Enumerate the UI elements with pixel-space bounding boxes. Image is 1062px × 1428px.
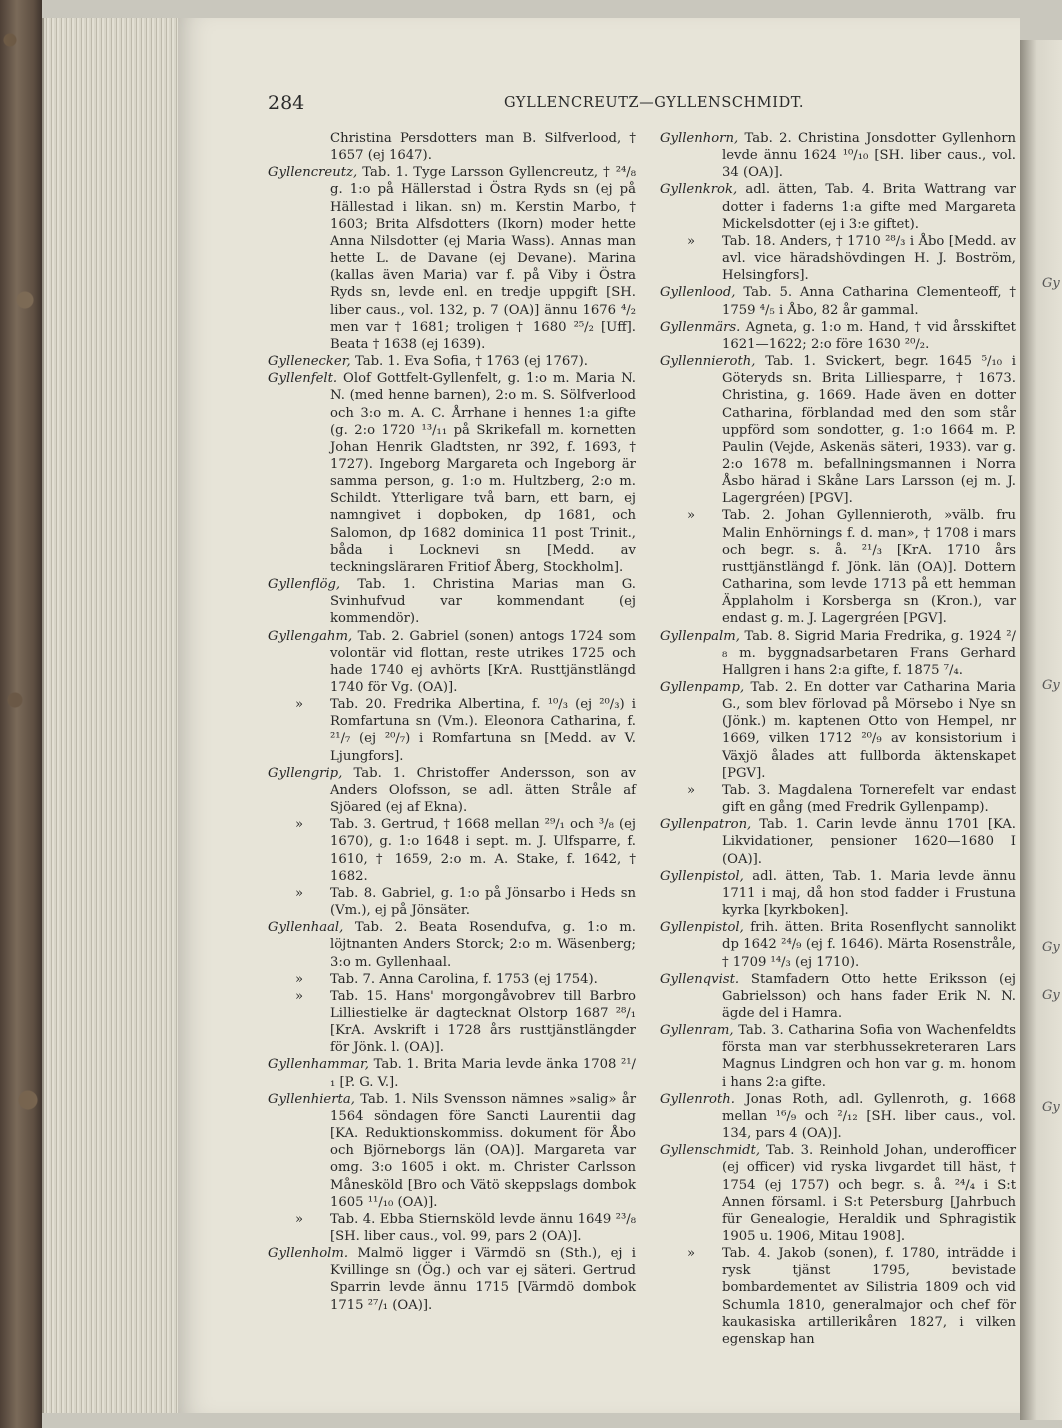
entry-text: Stamfadern Otto hette Eriksson (ej Gabrielsson) och hans fader Erik N. N. ägde del i Hamra. xyxy=(722,971,1016,1021)
family-entry xyxy=(268,919,636,970)
family-name: Gyllenram, xyxy=(660,1023,734,1039)
entry-text: Tab. 2. Christina Jonsdotter Gyllenhorn levde ännu 1624 ¹⁰/₁₀ [SH. liber caus., vol. 34 (OA)]. xyxy=(722,131,1016,181)
page-number: 284 xyxy=(268,92,305,114)
family-name: Gyllenhierta, xyxy=(268,1091,355,1107)
family-name: Gyllenschmidt, xyxy=(660,1143,761,1159)
family-entry xyxy=(268,1091,636,1211)
entry-text: frih. ätten. Brita Rosenflycht sannolikt dp 1642 ²⁴/₉ (ej f. 1646). Märta Rosenstråle, † 1709 ¹⁴/₃ (ej 1710). xyxy=(722,920,1016,970)
family-name: Gyllennieroth, xyxy=(660,354,756,370)
ditto-mark: » xyxy=(294,988,304,1004)
entry-text: Tab. 2. En dotter var Catharina Maria G., som blev förlovad på Mörsebo i Nye sn (Jönk.) m. kaptenen Otto von Hempel, nr 1669, vilken 1712 ²⁰/₉ av konsistorium i Växjö ålades att fullborda äktenskapet [PGV]. xyxy=(722,680,1016,781)
ditto-mark: » xyxy=(294,1211,304,1227)
sub-entry xyxy=(268,971,636,988)
entry-text: Tab. 4. Jakob (sonen), f. 1780, inträdde i rysk tjänst 1795, bevistade bombardementet av Silistria 1809 och vid Schumla 1810, generalmajor och chef för kaukasiska artillerikåren 1827, i vilken egenskap han xyxy=(722,1246,1016,1347)
facing-page-stub: Gy xyxy=(1042,1100,1060,1115)
book-cover-edge xyxy=(0,0,42,1428)
entry-text: Tab. 5. Anna Catharina Clementeoff, † 1759 ⁴/₅ i Åbo, 82 år gammal. xyxy=(722,285,1016,318)
sub-entry xyxy=(268,696,636,765)
sub-entry xyxy=(660,233,1016,284)
entry-text: Tab. 1. Brita Maria levde änka 1708 ²¹/₁ [P. G. V.]. xyxy=(330,1057,636,1090)
entry-text: adl. ätten, Tab. 4. Brita Wattrang var dotter i faderns 1:a gifte med Margareta Mickelsdotter (ej i 3:e giftet). xyxy=(722,182,1016,232)
family-name: Gyllenpatron, xyxy=(660,817,752,833)
entry-text: Christina Persdotters man B. Silfverlood, † 1657 (ej 1647). xyxy=(330,131,636,164)
entry-text: Malmö ligger i Värmdö sn (Sth.), ej i Kvillinge sn (Ög.) och var ej säteri. Gertrud Sparrin levde ännu 1715 [Värmdö dombok 1715 ²⁷/₁ (OA)]. xyxy=(330,1246,636,1313)
entry-text: Tab. 1. Tyge Larsson Gyllencreutz, † ²⁴/₈ g. 1:o på Hällerstad i Östra Ryds sn (ej på Hällestad i likan. sn) m. Kerstin Marbo, † 1603; Brita Alfsdotters (Ikorn) moder hette Anna Nilsdotter (ej Maria Wass). Annas man hette L. de Davane (ej Devane). Marina (kallas även Maria) var f. på Viby i Östra Ryds sn, levde enl. en tredje uppgift [SH. liber caus., vol. 132, p. 7 (OA)] ännu 1676 ⁴/₂ men var † 1681; troligen † 1680 ²⁵/₂ [Uff]. Beata † 1638 (ej 1639). xyxy=(330,165,636,352)
entry-text: Tab. 3. Catharina Sofia von Wachenfeldts första man var sterbhussekreteraren Lars Magnus Lindgren och hon var g. m. honom i hans 2:a gifte. xyxy=(722,1023,1016,1090)
entry-text: Tab. 1. Svickert, begr. 1645 ⁵/₁₀ i Göteryds sn. Brita Lilliesparre, † 1673. Christina, g. 1669. Hade även en dotter Catharina, förblandad med den som står uppförd som sondotter, g. 1:o 1664 m. P. Paulin (Vejde, Askenäs säteri, 1933). var g. 2:o 1678 m. befallningsmannen i Norra Åsbo härad i Skåne Lars Larsson (ej m. J. Lagergréen) [PGV]. xyxy=(722,354,1016,507)
family-entry xyxy=(660,816,1016,867)
family-entry xyxy=(660,628,1016,679)
family-name: Gyllenlood, xyxy=(660,285,736,301)
family-name: Gyllenfelt. xyxy=(268,371,338,387)
family-entry xyxy=(268,353,636,370)
family-entry xyxy=(268,1056,636,1090)
ditto-mark: » xyxy=(686,233,696,249)
sub-entry xyxy=(660,782,1016,816)
entry-text: Tab. 1. Eva Sofia, † 1763 (ej 1767). xyxy=(350,354,588,370)
facing-page-stub: Gy xyxy=(1042,678,1060,693)
entry-text: Tab. 3. Magdalena Tornerefelt var endast gift en gång (med Fredrik Gyllenpamp). xyxy=(722,782,1016,816)
family-entry xyxy=(660,284,1016,318)
entry-text: Tab. 3. Reinhold Johan, underofficer (ej officer) vid ryska livgardet till häst, † 1754 (ej 1757) och begr. s. å. ²⁴/₄ i S:t Annen församl. i S:t Petersburg [Jahrbuch für Genealogie, Heraldik und Sphragistik 1905 u. 1906, Mitau 1908]. xyxy=(722,1143,1016,1244)
entry-text: Tab. 2. Johan Gyllennieroth, »välb. fru Malin Enhörnings f. d. man», † 1708 i mars och begr. s. å. ²¹/₃ [KrA. 1710 års rusttjänstlängd f. Jönk. län (OA)]. Dottern Catharina, som levde 1713 på ett hemman Äpplaholm i Korsberga sn (Kron.), var endast g. m. J. Lagergréen [PGV]. xyxy=(722,508,1016,627)
family-name: Gyllenhaal, xyxy=(268,920,344,936)
entry-text: Olof Gottfelt-Gyllenfelt, g. 1:o m. Maria N. N. (med henne barnen), 2:o m. S. Sölfverlood och 3:o m. A. C. Årrhane i hennes 1:a gifte (g. 2:o 1720 ¹³/₁₁ på Skrikefall m. kornetten Johan Henrik Gladtsten, nr 392, f. 1693, † 1727). Ingeborg Margareta och Ingeborg är samma person, g. 1:o m. Hultzberg, 2:o m. Schildt. Ytterligare två barn, ett barn, ej namngivet i dopboken, dp 1681, och Salomon, dp 1682 dominica 11 post Trinit., båda i Locknevi sn [Medd. av teckningsläraren Fritiof Åberg, Stockholm]. xyxy=(330,371,636,575)
running-header xyxy=(268,92,1013,116)
entry-text: Tab. 3. Gertrud, † 1668 mellan ²⁹/₁ och ³/₈ (ej 1670), g. 1:o 1648 i sept. m. J. Ulfsparre, f. 1610, † 1659, 2:o m. A. Stake, f. 1642, † 1682. xyxy=(330,817,636,884)
family-entry xyxy=(268,164,636,353)
family-entry xyxy=(660,679,1016,782)
family-entry xyxy=(268,765,636,816)
family-name: Gyllengahm, xyxy=(268,628,353,644)
entry-text: Tab. 1. Christina Marias man G. Svinhufvud var kommendant (ej kommendör). xyxy=(330,577,636,627)
family-name: Gyllenmärs. xyxy=(660,319,741,335)
ditto-mark: » xyxy=(294,697,304,713)
entry-text: Tab. 1. Nils Svensson nämnes »salig» år 1564 söndagen före Sancti Laurentii dag [KA. Reduktionskommiss. dokument för Åbo och Björneborgs län (OA)]. Margareta var omg. 3:o 1605 i okt. m. Christer Carlsson Månesköld [Bro och Vätö skeppslags dombok 1605 ¹¹/₁₀ (OA)]. xyxy=(330,1091,636,1210)
family-entry xyxy=(660,181,1016,232)
facing-page-stub: Gy xyxy=(1042,940,1060,955)
page-edges xyxy=(42,18,180,1413)
sub-entry xyxy=(268,1211,636,1245)
family-entry xyxy=(660,1022,1016,1091)
entry-text: Tab. 18. Anders, † 1710 ²⁸/₃ i Åbo [Medd. av avl. vice häradshövdingen H. J. Boström, Helsingfors]. xyxy=(722,233,1016,284)
right-column xyxy=(660,130,1016,1348)
entry-text: Agneta, g. 1:o m. Hand, † vid årsskiftet 1621—1622; 2:o före 1630 ²⁰/₂. xyxy=(722,319,1016,352)
family-entry xyxy=(660,868,1016,919)
entry-text: Tab. 8. Sigrid Maria Fredrika, g. 1924 ²/₈ m. byggnadsarbetaren Frans Gerhard Hallgren i hans 2:a gifte, f. 1875 ⁷/₄. xyxy=(722,628,1016,678)
entry-text: Tab. 2. Gabriel (sonen) antogs 1724 som volontär vid flottan, reste utrikes 1725 och hade 1740 ej avhörts [KrA. Rusttjänstlängd 1740 för Vg. (OA)]. xyxy=(330,628,636,695)
entry-text: Tab. 1. Christoffer Andersson, son av Anders Olofsson, se adl. ätten Stråle af Sjöared (ej af Ekna). xyxy=(330,765,636,816)
family-entry xyxy=(660,319,1016,353)
entry-text: Tab. 4. Ebba Stiernsköld levde ännu 1649 ²³/₈ [SH. liber caus., vol. 99, pars 2 (OA)]. xyxy=(330,1211,636,1244)
ditto-mark: » xyxy=(294,885,304,901)
family-name: Gyllenqvist. xyxy=(660,971,740,987)
family-entry xyxy=(660,353,1016,507)
sub-entry xyxy=(660,1245,1016,1348)
family-name: Gyllenhammar, xyxy=(268,1057,369,1073)
family-name: Gyllenkrok, xyxy=(660,182,738,198)
sub-entry xyxy=(268,816,636,885)
family-name: Gyllenpistol, xyxy=(660,920,744,936)
family-name: Gyllencreutz, xyxy=(268,165,358,181)
entry-text: adl. ätten, Tab. 1. Maria levde ännu 1711 i maj, då hon stod fadder i Frustuna kyrka [kyrkboken]. xyxy=(722,868,1016,919)
family-name: Gyllenhorn, xyxy=(660,131,739,146)
ditto-mark: » xyxy=(686,1246,696,1262)
entry-text: Tab. 1. Carin levde ännu 1701 [KA. Likvidationer, pensioner 1620—1680 I (OA)]. xyxy=(722,817,1016,867)
entry-text: Tab. 20. Fredrika Albertina, f. ¹⁰/₃ (ej ²⁰/₃) i Romfartuna sn (Vm.). Eleonora Catharina, f. ²¹/₇ (ej ²⁰/₇) i Romfartuna sn [Medd. av V. Ljungfors]. xyxy=(330,697,636,764)
entry-text: Jonas Roth, adl. Gyllenroth, g. 1668 mellan ¹⁶/₉ och ²/₁₂ [SH. liber caus., vol. 134, pars 4 (OA)]. xyxy=(722,1091,1016,1142)
running-title: GYLLENCREUTZ—GYLLENSCHMIDT. xyxy=(504,95,805,111)
family-entry xyxy=(268,576,636,627)
family-name: Gyllenpamp, xyxy=(660,680,745,695)
family-name: Gyllenroth. xyxy=(660,1091,735,1107)
family-name: Gyllenflög, xyxy=(268,577,341,593)
entry-text: Tab. 2. Beata Rosendufva, g. 1:o m. löjtnanten Anders Storck; 2:o m. Wäsenberg; 3:o m. Gyllenhaal. xyxy=(330,920,636,970)
facing-page-edge xyxy=(1020,40,1062,1420)
family-entry xyxy=(660,130,1016,181)
family-entry xyxy=(268,1245,636,1314)
entry-text: Tab. 15. Hans' morgongåvobrev till Barbro Lilliestielke är dagtecknat Olstorp 1687 ²⁸/₁ [KrA. Avskrift i 1728 års rusttjänstlängder för Jönk. l. (OA)]. xyxy=(330,988,636,1056)
family-entry xyxy=(268,628,636,697)
entry-text: Tab. 7. Anna Carolina, f. 1753 (ej 1754). xyxy=(330,971,598,987)
sub-entry xyxy=(660,507,1016,627)
facing-page-stub: Gy xyxy=(1042,276,1060,291)
family-name: Gyllenecker, xyxy=(268,354,351,370)
ditto-mark: » xyxy=(294,971,304,987)
ditto-mark: » xyxy=(294,817,304,833)
family-entry xyxy=(660,971,1016,1022)
family-name: Gyllengrip, xyxy=(268,765,343,781)
sub-entry xyxy=(268,988,636,1057)
family-entry xyxy=(660,1142,1016,1245)
sub-entry xyxy=(268,885,636,919)
family-name: Gyllenpistol, xyxy=(660,868,744,884)
left-column xyxy=(268,130,636,1314)
family-entry xyxy=(268,370,636,576)
family-name: Gyllenpalm, xyxy=(660,628,740,644)
family-entry xyxy=(660,1091,1016,1142)
continued-entry xyxy=(268,130,636,164)
entry-text: Tab. 8. Gabriel, g. 1:o på Jönsarbo i Heds sn (Vm.), ej på Jönsäter. xyxy=(330,885,636,919)
family-entry xyxy=(660,919,1016,970)
ditto-mark: » xyxy=(686,782,696,798)
ditto-mark: » xyxy=(686,508,696,524)
facing-page-stub: Gy xyxy=(1042,988,1060,1003)
family-name: Gyllenholm. xyxy=(268,1246,349,1262)
